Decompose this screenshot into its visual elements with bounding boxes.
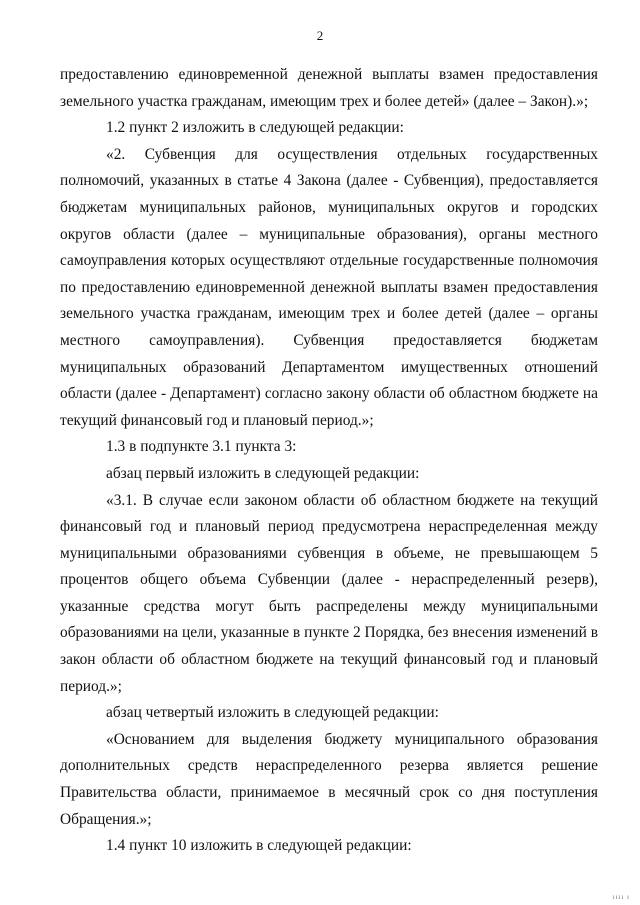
paragraph-1-4: 1.4 пункт 10 изложить в следующей редакции:	[106, 837, 412, 855]
page-number: 2	[316, 28, 324, 43]
paragraph-1-2: 1.2 пункт 2 изложить в следующей редакции:	[106, 119, 404, 137]
paragraph-law-title-end: предоставлению единовременной денежной выплаты взамен предоставления земельного участка гражданам, имеющим трех и более детей» (далее – Закон).»;	[60, 66, 598, 110]
paragraph-point-3-1-text: «3.1. В случае если законом области об областном бюджете на текущий финансовый год и плановый период предусмотрена нераспределенная между муниципальными образованиями субвенция в объеме, не превышающем 5 процентов общего объема Субвенции (далее - нераспределенный резерв), указанные средства могут быть распределены между муниципальными образованиями на цели, указанные в пункте 2 Порядка, без внесения изменений в закон области об областном бюджете на текущий финансовый год и плановый период.»;	[60, 491, 598, 695]
paragraph-1-3: 1.3 в подпункте 3.1 пункта 3:	[106, 438, 297, 456]
scan-mark: ıııı ı	[612, 893, 630, 901]
paragraph-first-abzac-heading: абзац первый изложить в следующей редакции:	[106, 464, 420, 482]
paragraph-fourth-abzac-heading: абзац четвертый изложить в следующей редакции:	[106, 704, 439, 722]
paragraph-basis-text: «Основанием для выделения бюджету муниципального образования дополнительных средств нераспределенного резерва является решение Правительства области, принимаемое в месячный срок со дня поступления Обращения.»;	[60, 730, 598, 828]
paragraph-point-2-text: «2. Субвенция для осуществления отдельных государственных полномочий, указанных в статье 4 Закона (далее - Субвенция), предоставляется бюджетам муниципальных районов, муниципальных округов и городских округов области (далее – муниципальные образования), органы местного самоуправления которых осуществляют отдельные государственные полномочия по предоставлению единовременной денежной выплаты взамен предоставления земельного участка гражданам, имеющим трех и более детей (далее – органы местного самоуправления). Субвенция предоставляется бюджетам муниципальных образований Департаментом имущественных отношений области (далее - Департамент) согласно закону области об областном бюджете на текущий финансовый год и плановый период.»;	[60, 145, 598, 429]
